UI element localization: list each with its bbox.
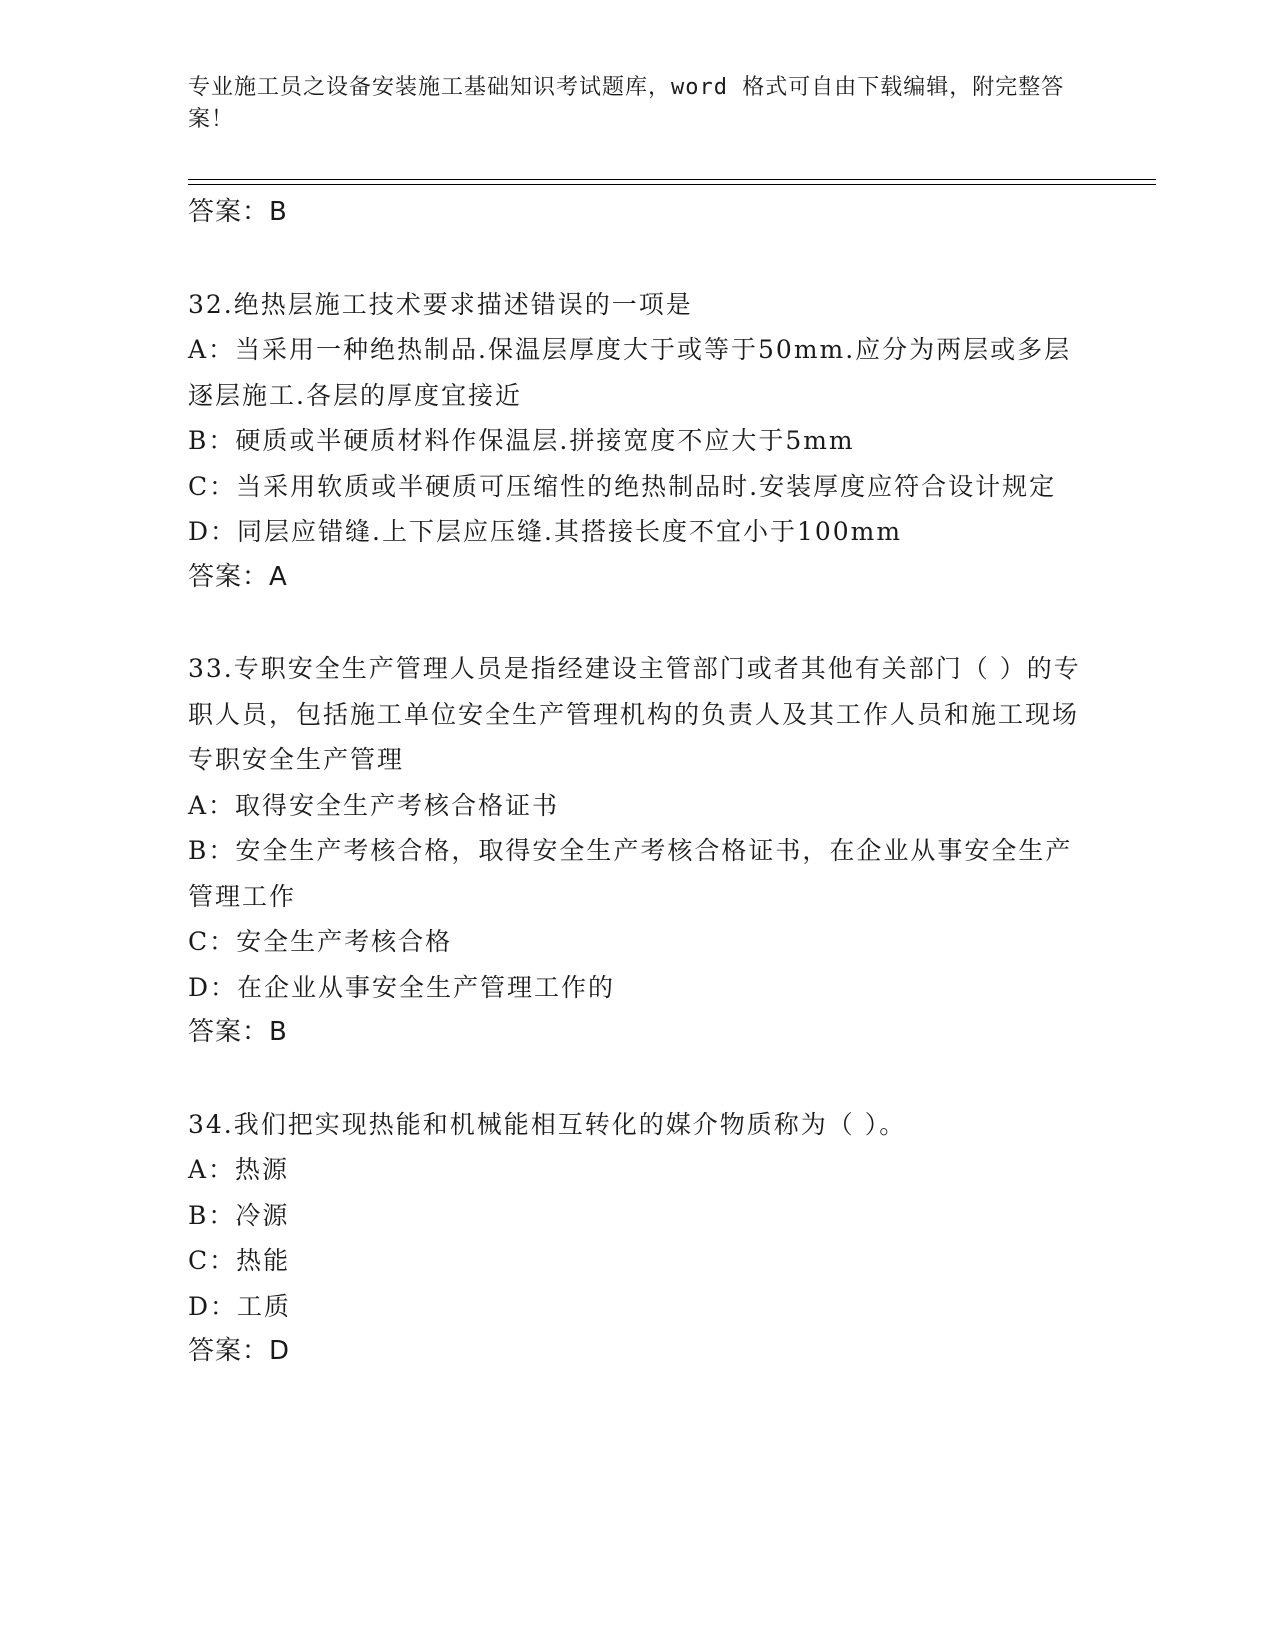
previous-answer: 答案：B (188, 197, 288, 227)
header-rule-bottom (188, 184, 1156, 185)
question-32 (188, 282, 1088, 601)
question-stem: 32.绝热层施工技术要求描述错误的一项是 (188, 289, 693, 319)
option-c: C：安全生产考核合格 (188, 927, 453, 956)
question-33 (188, 646, 1088, 1056)
option-d: D：在企业从事安全生产管理工作的 (188, 972, 616, 1002)
question-stem: 33.专职安全生产管理人员是指经建设主管部门或者其他有关部门（ ）的专职人员，包括施工单位安全生产管理机构的负责人及其工作人员和施工现场专职安全生产管理 (188, 654, 1081, 774)
answer: 答案：A (188, 561, 288, 592)
answer: 答案：D (188, 1336, 291, 1366)
question-34 (188, 1102, 1088, 1375)
option-b: B：安全生产考核合格，取得安全生产考核合格证书，在企业从事安全生产管理工作 (188, 836, 1073, 911)
option-b: B：硬质或半硬质材料作保温层.拼接宽度不应大于5mm (188, 426, 855, 455)
option-b: B：冷源 (188, 1200, 290, 1230)
header-rule-top (188, 179, 1156, 180)
option-c: C：热能 (188, 1246, 291, 1275)
document-header: 专业施工员之设备安装施工基础知识考试题库，word 格式可自由下载编辑，附完整答案！ (188, 75, 1065, 132)
answer: 答案：B (188, 1017, 288, 1047)
option-c: C：当采用软质或半硬质可压缩性的绝热制品时.安装厚度应符合设计规定 (188, 471, 1057, 501)
question-stem: 34.我们把实现热能和机械能相互转化的媒介物质称为（ ）。 (188, 1109, 907, 1139)
option-a: A：当采用一种绝热制品.保温层厚度大于或等于50mm.应分为两层或多层逐层施工.各层的厚度宜接近 (188, 335, 1072, 410)
option-a: A：取得安全生产考核合格证书 (188, 790, 560, 820)
option-d: D：同层应错缝.上下层应压缝.其搭接长度不宜小于100mm (188, 517, 903, 546)
option-a: A：热源 (188, 1155, 290, 1184)
option-d: D：工质 (188, 1291, 292, 1321)
document-body (188, 190, 1088, 1375)
